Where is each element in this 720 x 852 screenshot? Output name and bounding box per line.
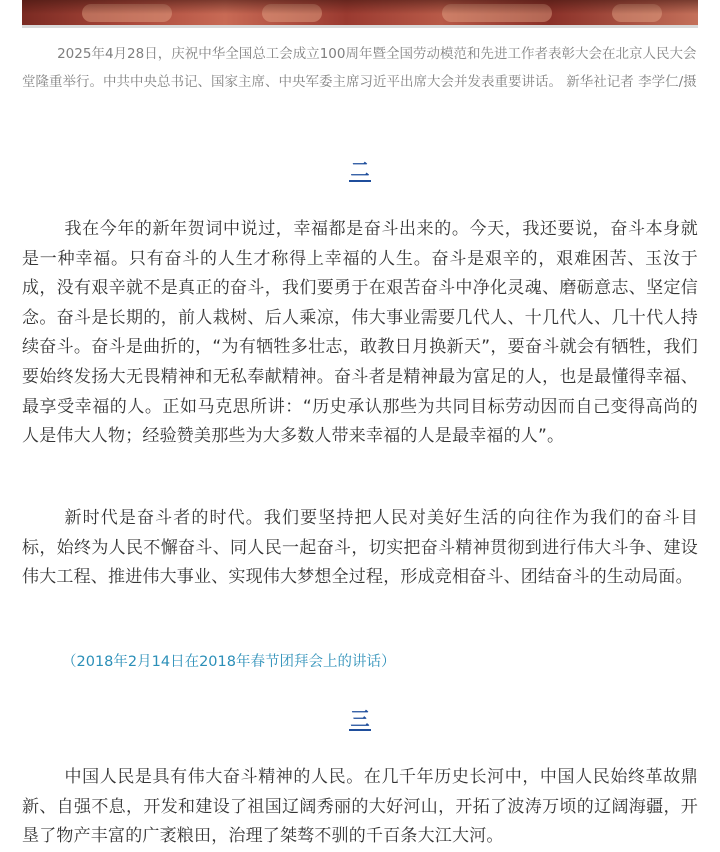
article-photo: [22, 0, 698, 28]
section-number: [0, 706, 720, 732]
body-paragraph: 中国人民是具有伟大奋斗精神的人民。在几千年历史长河中，中国人民始终革故鼎新、自强不息，开发和建设了祖国辽阔秀丽的大好河山，开拓了波涛万顷的辽阔海疆，开垦了物产丰富的广袤粮田，治理了桀骜不驯的千百条大江大河。: [22, 767, 698, 847]
section-number-label: 三: [350, 708, 370, 730]
photo-edge: [22, 25, 698, 28]
photo-shade: [22, 0, 698, 14]
body-paragraph: 新时代是奋斗者的时代。我们要坚持把人民对美好生活的向往作为我们的奋斗目标，始终为人民不懈奋斗、同人民一起奋斗，切实把奋斗精神贯彻到进行伟大斗争、建设伟大工程、推进伟大事业、实现伟大梦想全过程，形成竞相奋斗、团结奋斗的生动局面。: [22, 508, 698, 588]
section-number: [0, 157, 720, 183]
body-paragraph: 我在今年的新年贺词中说过，幸福都是奋斗出来的。今天，我还要说，奋斗本身就是一种幸福。只有奋斗的人生才称得上幸福的人生。奋斗是艰辛的，艰难困苦、玉汝于成，没有艰辛就不是真正的奋斗，我们要勇于在艰苦奋斗中净化灵魂、磨砺意志、坚定信念。奋斗是长期的，前人栽树、后人乘凉，伟大事业需要几代人、十几代人、几十代人持续奋斗。奋斗是曲折的，“为有牺牲多壮志，敢教日月换新天”，要奋斗就会有牺牲，我们要始终发扬大无畏精神和无私奉献精神。奋斗者是精神最为富足的人，也是最懂得幸福、最享受幸福的人。正如马克思所讲：“历史承认那些为共同目标劳动因而自己变得高尚的人是伟大人物；经验赞美那些为大多数人带来幸福的人是最幸福的人”。: [22, 219, 698, 447]
speech-source: （2018年2月14日在2018年春节团拜会上的讲话）: [62, 654, 396, 670]
photo-caption: 2025年4月28日，庆祝中华全国总工会成立100周年暨全国劳动模范和先进工作者表彰大会在北京人民大会堂隆重举行。中共中央总书记、国家主席、中央军委主席习近平出席大会并发表重要讲话。 新华社记者 李学仁/摄: [22, 46, 697, 90]
section-number-label: 二: [350, 159, 370, 181]
